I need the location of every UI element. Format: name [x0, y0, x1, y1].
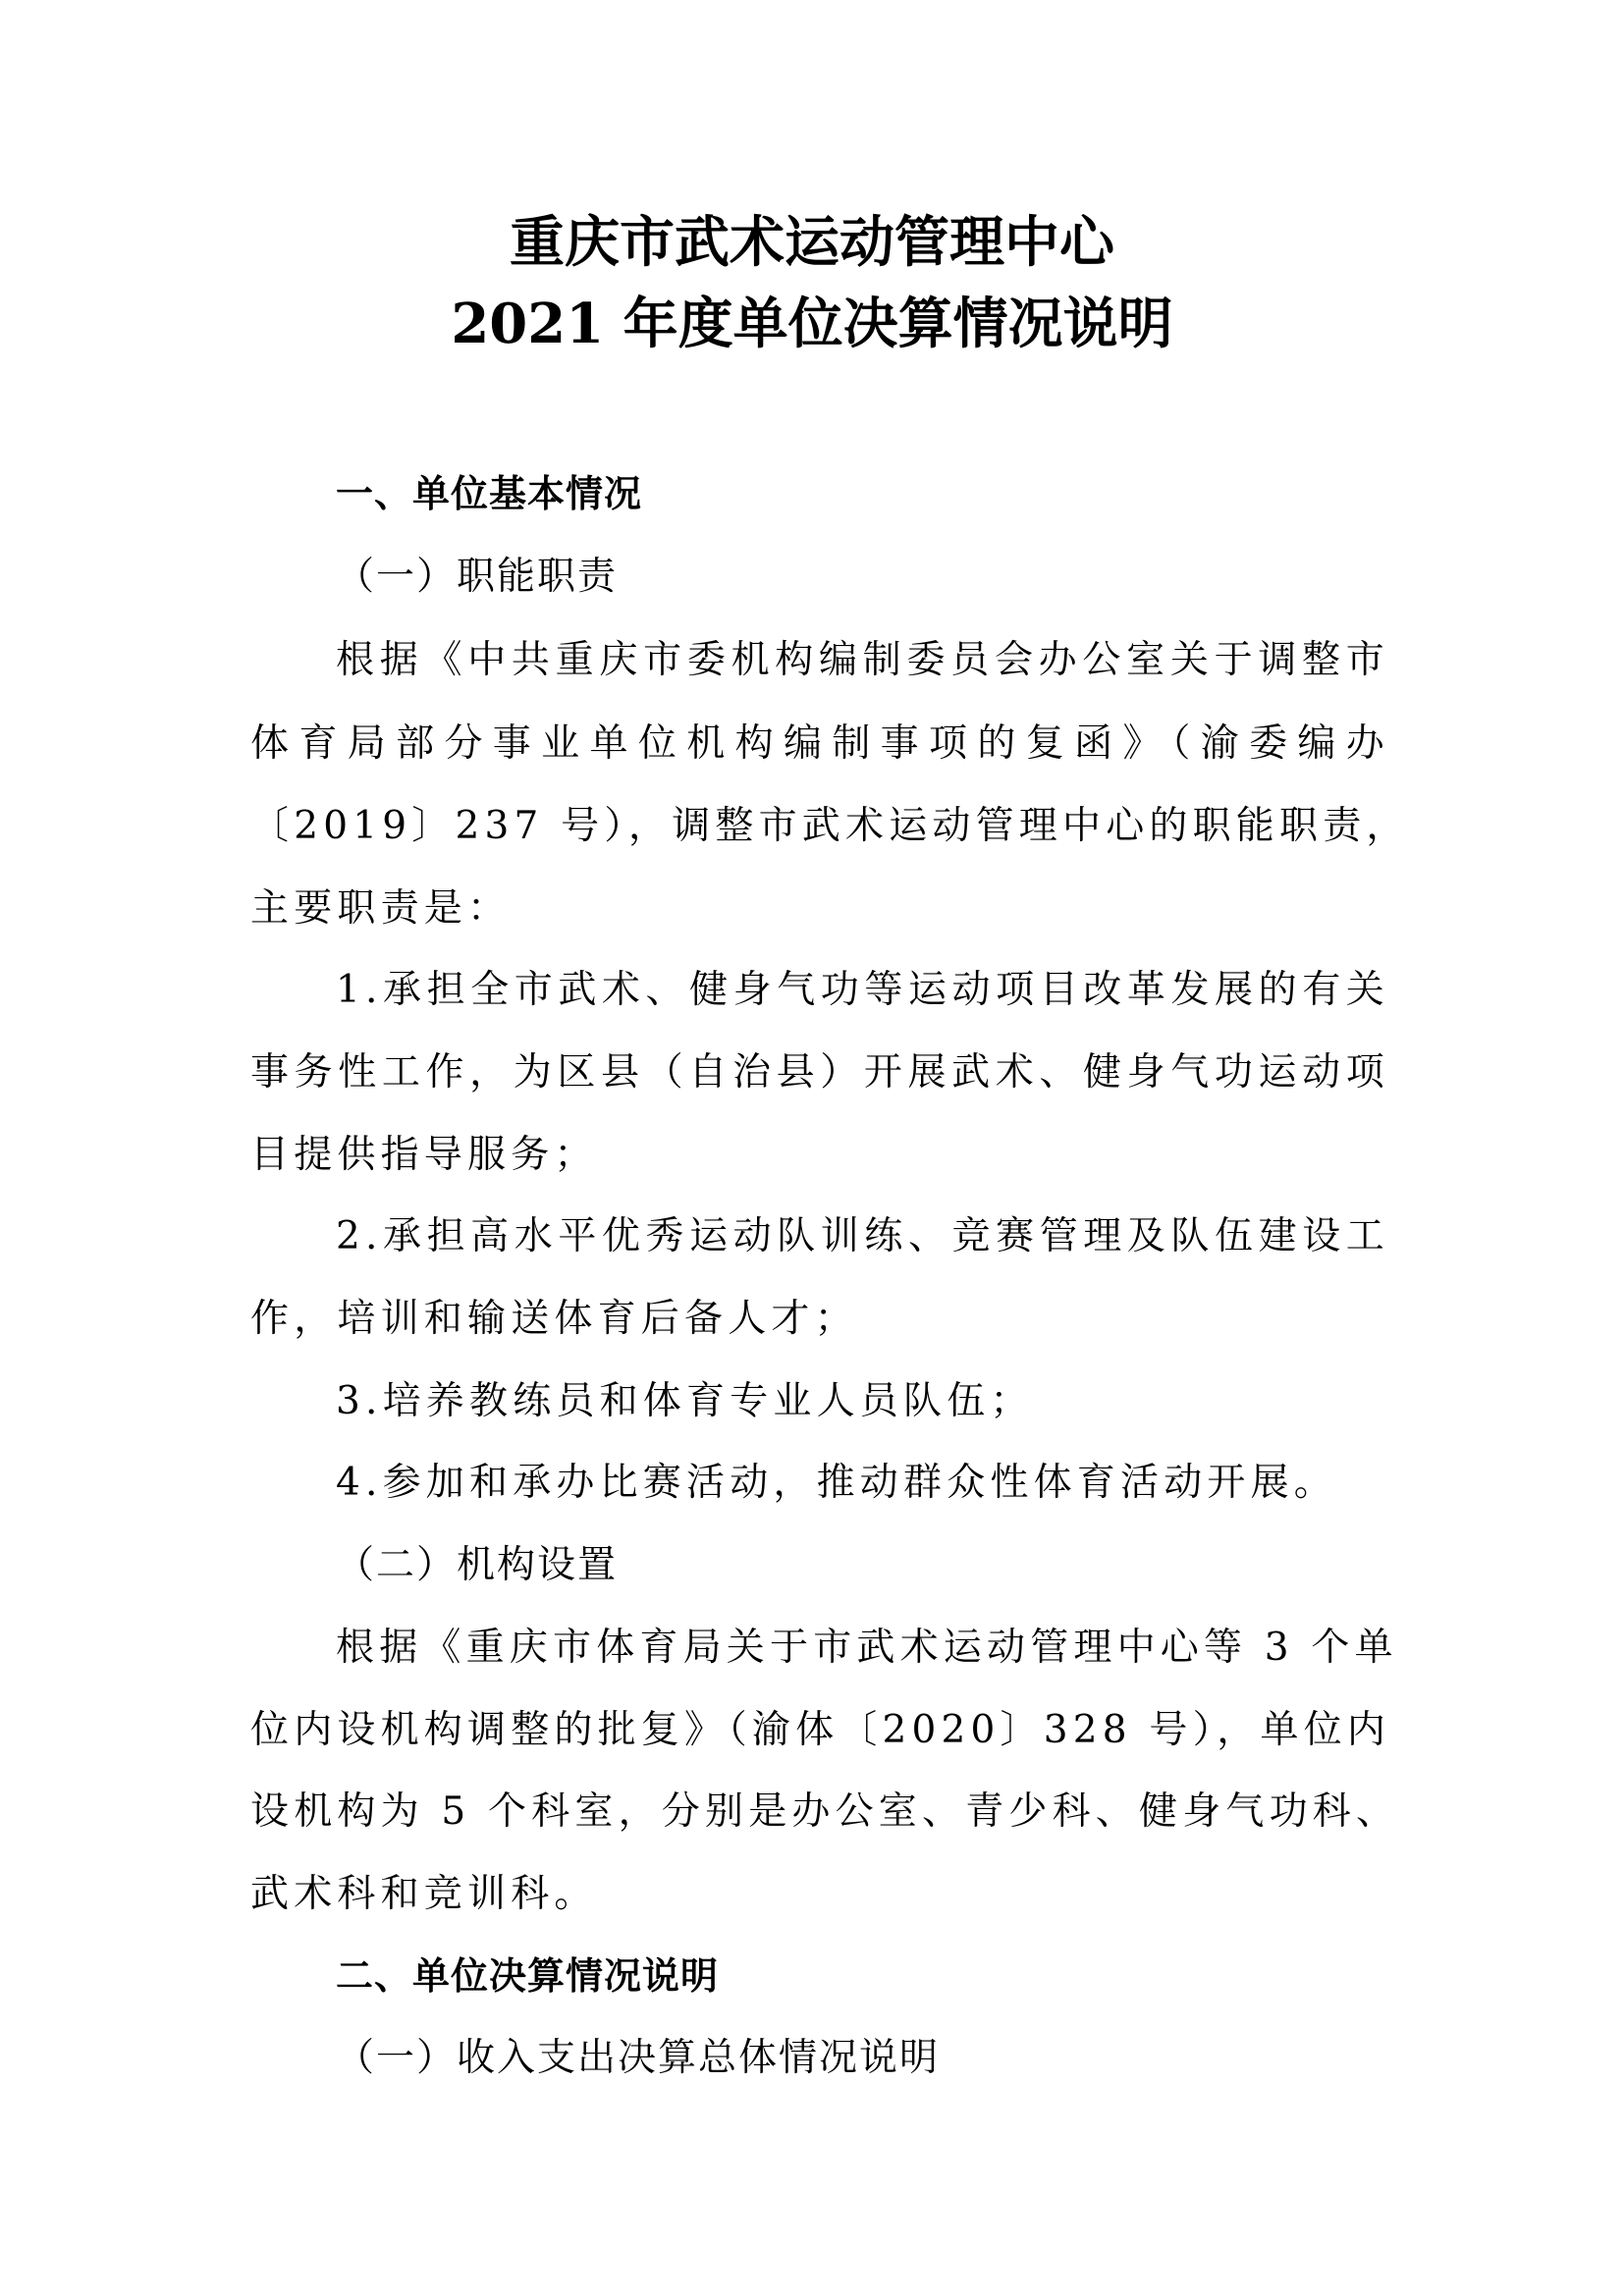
- subsection-heading-income-expenditure: （一）收入支出决算总体情况说明: [336, 2036, 941, 2080]
- duty-item-2-line: 作，培训和输送体育后备人才；: [250, 1297, 858, 1341]
- subsection-heading-functions: （一）职能职责: [336, 555, 619, 599]
- document-title-line2: 2021 年度单位决算情况说明: [451, 292, 1173, 356]
- duty-item-4-line: 4.参加和承办比赛活动，推动群众性体育活动开展。: [336, 1461, 1338, 1505]
- paragraph-line: 〔2019〕237 号），调整市武术运动管理中心的职能职责，: [250, 804, 1410, 848]
- duty-item-1-line: 事务性工作，为区县（自治县）开展武术、健身气功运动项: [250, 1050, 1389, 1095]
- duty-item-1-line: 目提供指导服务；: [250, 1133, 598, 1177]
- section-heading-final-accounts: 二、单位决算情况说明: [336, 1954, 720, 1998]
- section-heading-basic-info: 一、单位基本情况: [336, 472, 643, 515]
- subsection-heading-organization: （二）机构设置: [336, 1543, 619, 1587]
- duty-item-3-line: 3.培养教练员和体育专业人员队伍；: [336, 1379, 1034, 1423]
- paragraph-line: 根据《中共重庆市委机构编制委员会办公室关于调整市: [336, 638, 1389, 682]
- duty-item-2-line: 2.承担高水平优秀运动队训练、竞赛管理及队伍建设工: [336, 1214, 1389, 1258]
- paragraph-line: 武术科和竞训科。: [250, 1872, 598, 1916]
- paragraph-line: 位内设机构调整的批复》（渝体〔2020〕328 号），单位内: [250, 1708, 1391, 1752]
- duty-item-1-line: 1.承担全市武术、健身气功等运动项目改革发展的有关: [336, 968, 1389, 1012]
- paragraph-line: 体育局部分事业单位机构编制事项的复函》（渝委编办: [250, 721, 1389, 766]
- document-title-line1: 重庆市武术运动管理中心: [510, 210, 1114, 275]
- paragraph-line: 设机构为 5 个科室，分别是办公室、青少科、健身气功科、: [250, 1789, 1400, 1834]
- paragraph-line: 主要职责是：: [250, 886, 512, 931]
- paragraph-line: 根据《重庆市体育局关于市武术运动管理中心等 3 个单: [336, 1626, 1398, 1670]
